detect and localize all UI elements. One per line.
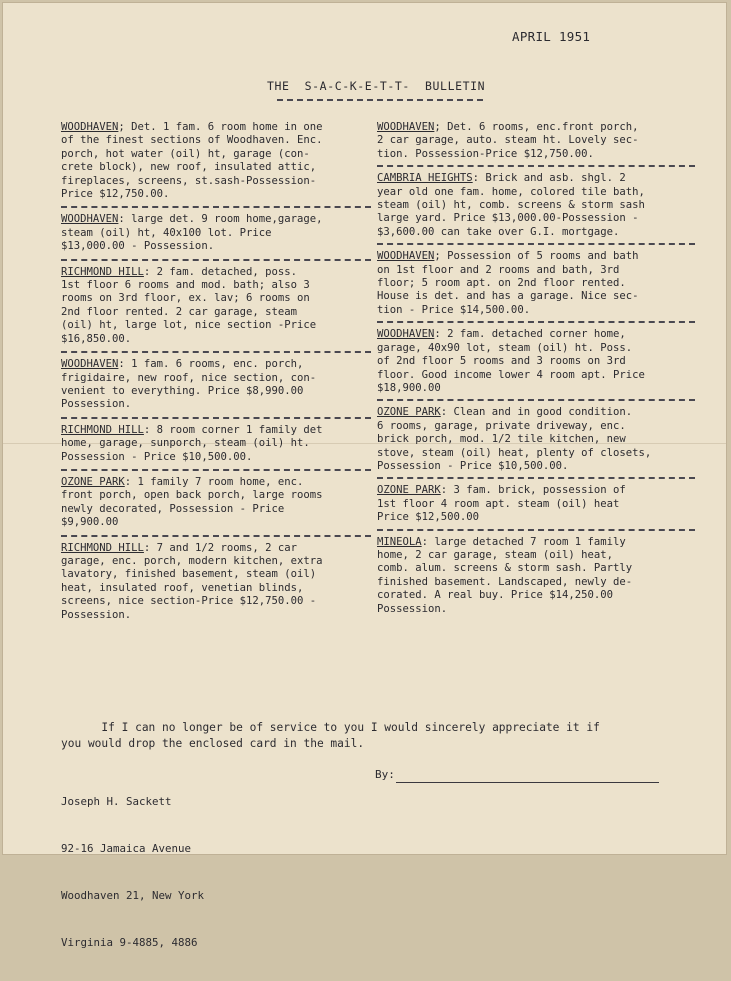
listing-entry bbox=[377, 121, 695, 161]
listing-location: OZONE PARK bbox=[61, 475, 125, 488]
listing-location: RICHMOND HILL bbox=[61, 423, 144, 436]
listing-location: WOODHAVEN bbox=[377, 121, 435, 133]
listing-location: WOODHAVEN bbox=[61, 213, 119, 226]
listing-separator bbox=[61, 469, 371, 471]
signature-line bbox=[396, 782, 659, 783]
listing-description: : 8 room corner 1 family det home, garage, sunporch, steam (oil) ht. Possession - Price $10,500.00. bbox=[61, 423, 323, 463]
listing-location: RICHMOND HILL bbox=[61, 541, 144, 554]
signer-block bbox=[61, 763, 204, 981]
listing-location: WOODHAVEN bbox=[377, 328, 435, 341]
listing-separator bbox=[377, 477, 695, 479]
listing-entry bbox=[61, 424, 371, 464]
listing-location: OZONE PARK bbox=[377, 406, 441, 419]
listing-location: MINEOLA bbox=[377, 535, 422, 548]
listing-separator bbox=[377, 165, 695, 167]
listing-entry bbox=[61, 542, 371, 622]
listing-entry bbox=[377, 536, 695, 616]
listing-location: OZONE PARK bbox=[377, 484, 441, 497]
listing-description: : 1 family 7 room home, enc. front porch, open back porch, large rooms newly decorated, Possession - Price $9,900.00 bbox=[61, 475, 323, 529]
listing-description: ; Possession of 5 rooms and bath on 1st floor and 2 rooms and bath, 3rd floor; 5 room apt. on 2nd floor rented. House is det. and has a garage. Nice sec- tion - Price $14,500.00. bbox=[377, 250, 639, 316]
title-underline bbox=[277, 99, 483, 101]
listing-description: : 7 and 1/2 rooms, 2 car garage, enc. porch, modern kitchen, extra lavatory, finished basement, steam (oil) heat, insulated roof, venetian blinds, screens, nice section-Price $12,750.00 - Possession. bbox=[61, 541, 323, 621]
listing-location: WOODHAVEN bbox=[377, 250, 435, 263]
listing-entry bbox=[377, 328, 695, 395]
signer-address-line-2: Woodhaven 21, New York bbox=[61, 888, 205, 902]
bulletin-date: APRIL 1951 bbox=[512, 29, 591, 44]
listing-entry bbox=[61, 358, 371, 412]
listing-entry bbox=[61, 476, 371, 530]
listing-description: : 1 fam. 6 rooms, enc. porch, frigidaire, new roof, nice section, con- venient to everything. Price $8,990.00 Possession. bbox=[61, 358, 317, 411]
listing-description: : 3 fam. brick, possession of 1st floor 4 room apt. steam (oil) heat Price $12,500.00 bbox=[377, 484, 626, 524]
listing-entry bbox=[377, 250, 695, 317]
listing-entry bbox=[377, 406, 695, 473]
listing-entry bbox=[377, 484, 695, 524]
listing-description: : large det. 9 room home,garage, steam (oil) ht, 40x100 lot. Price $13,000.00 - Possession. bbox=[61, 213, 323, 253]
listing-entry bbox=[61, 266, 371, 346]
closing-paragraph: If I can no longer be of service to you I would sincerely appreciate it if you would drop the enclosed card in the mail. bbox=[61, 721, 600, 750]
listing-description: : 2 fam. detached corner home, garage, 40x90 lot, steam (oil) ht. Poss. of 2nd floor 5 rooms and 3 rooms on 3rd floor. Good income lower 4 room apt. Price $18,900.00 bbox=[377, 328, 645, 394]
listing-separator bbox=[377, 243, 695, 245]
listing-separator bbox=[61, 351, 371, 353]
listing-location: CAMBRIA HEIGHTS bbox=[377, 172, 473, 185]
listing-separator bbox=[377, 529, 695, 531]
listing-description: : Clean and in good condition. 6 rooms, garage, private driveway, enc. brick porch, mod. 1/2 tile kitchen, new stove, steam (oil) heat, plenty of closets, Possession - Price $10,500.00. bbox=[377, 406, 652, 472]
by-label: By: bbox=[375, 768, 395, 781]
listing-description: ; Det. 6 rooms, enc.front porch, 2 car garage, auto. steam ht. Lovely sec- tion. Possession-Price $12,750.00. bbox=[377, 121, 639, 160]
listing-description: : 2 fam. detached, poss. 1st floor 6 rooms and mod. bath; also 3 rooms on 3rd floor, ex. lav; 6 rooms on 2nd floor rented. 2 car garage, steam (oil) ht, large lot, nice section -Price $16,850.00. bbox=[61, 265, 317, 345]
listing-separator bbox=[377, 321, 695, 323]
left-listings-column bbox=[61, 121, 371, 622]
signer-name: Joseph H. Sackett bbox=[61, 795, 172, 809]
right-listings-column bbox=[377, 121, 695, 616]
listing-location: RICHMOND HILL bbox=[61, 265, 144, 278]
listing-description: ; Det. 1 fam. 6 room home in one of the finest sections of Woodhaven. Enc. porch, hot water (oil) ht, garage (con- crete block), new roof, insulated attic, fireplaces, screens, st.sash-Possession- Price $12,750.00. bbox=[61, 121, 323, 201]
listing-separator bbox=[61, 417, 371, 419]
listing-entry bbox=[61, 213, 371, 253]
bulletin-title: THE S-A-C-K-E-T-T- BULLETIN bbox=[267, 79, 486, 93]
signer-address-line-1: 92-16 Jamaica Avenue bbox=[61, 841, 192, 855]
listing-entry bbox=[377, 172, 695, 239]
listing-description: : Brick and asb. shgl. 2 year old one fam. home, colored tile bath, steam (oil) ht, comb. screens & storm sash large yard. Price $13,000.00-Possession - $3,600.00 can take over G.I. mortgage. bbox=[377, 172, 645, 238]
bulletin-page bbox=[2, 2, 727, 949]
listing-separator bbox=[61, 206, 371, 208]
listing-separator bbox=[377, 399, 695, 401]
listing-entry bbox=[61, 121, 371, 201]
listing-separator bbox=[61, 535, 371, 537]
signer-phone: Virginia 9-4885, 4886 bbox=[61, 935, 198, 949]
listing-location: WOODHAVEN bbox=[61, 121, 119, 133]
listing-separator bbox=[61, 259, 371, 261]
listing-description: : large detached 7 room 1 family home, 2 car garage, steam (oil) heat, comb. alum. screens & storm sash. Partly finished basement. Landscaped, newly de- corated. A real buy. Price $14,250.00 Possession. bbox=[377, 535, 633, 615]
listing-location: WOODHAVEN bbox=[61, 358, 119, 371]
